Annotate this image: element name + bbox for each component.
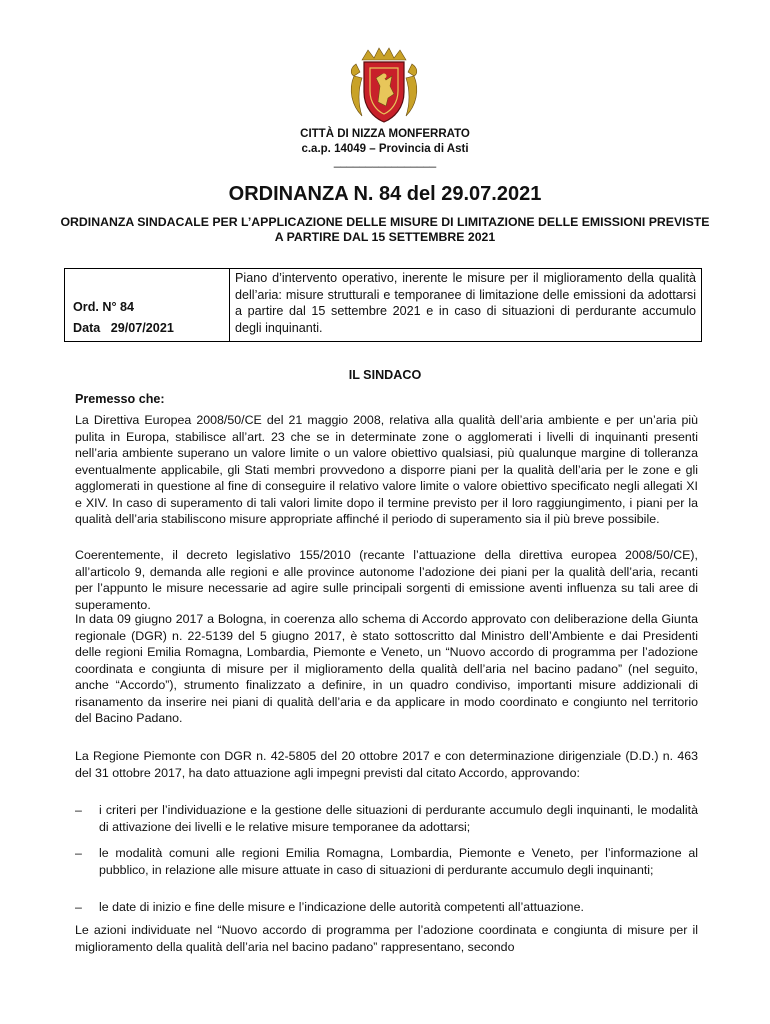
paragraph: La Regione Piemonte con DGR n. 42-5805 del 20 ottobre 2017 e con determinazione dirigenziale (D.D.) n. 463 del 31 ottobre 2017, ha dato attuazione agli impegni previsti dal citato Accordo, approvando: xyxy=(75,749,698,780)
city-name: CITTÀ DI NIZZA MONFERRATO xyxy=(300,128,470,140)
bullet-dash: – xyxy=(75,900,82,914)
section-heading: IL SINDACO xyxy=(348,368,422,382)
postal-province: c.a.p. 14049 – Provincia di Asti xyxy=(301,143,469,155)
premise-heading: Premesso che: xyxy=(75,392,165,406)
list-item xyxy=(75,802,698,835)
list-item-text: i criteri per l’individuazione e la gestione delle situazioni di perdurante accumulo degli inquinanti, le modalità di attivazione dei livelli e le relative misure temporanee da adottarsi; xyxy=(99,803,698,834)
list-item xyxy=(75,845,698,878)
city-crest-logo xyxy=(348,46,420,126)
ordinance-description: Piano d’intervento operativo, inerente le misure per il miglioramento della qualità dell’aria: misure strutturali e temporanee di limitazione delle emissioni da adottarsi a partire dal 15 settembre 2021 e in caso di situazioni di perdurante accumulo degli inquinanti. xyxy=(230,269,702,342)
ordinance-id-cell xyxy=(65,269,230,342)
header-rule: ________________ xyxy=(333,156,437,168)
paragraph: In data 09 giugno 2017 a Bologna, in coerenza allo schema di Accordo approvato con deliberazione della Giunta regionale (DGR) n. 22-5139 del 5 giugno 2017, è stato sottoscritto dal Ministro dell’Ambiente e dai Presidenti delle regioni Emilia Romagna, Lombardia, Piemonte e Veneto, un “Nuovo accordo di programma per l’adozione coordinata e congiunta di misure per il miglioramento della qualità dell’aria nel bacino padano” (nel seguito, anche “Accordo”), strumento finalizzato a definire, in un quadro condiviso, importanti misure addizionali di risanamento da inserire nei piani di qualità dell’aria e da applicare in modo coordinato e congiunto nel territorio del Bacino Padano. xyxy=(75,612,698,725)
ordinance-title: ORDINANZA N. 84 del 29.07.2021 xyxy=(228,183,542,205)
list-item xyxy=(75,899,698,916)
ordinance-subtitle: ORDINANZA SINDACALE PER L’APPLICAZIONE DELLE MISURE DI LIMITAZIONE DELLE EMISSIONI PREVISTE A PARTIRE DAL 15 SETTEMBRE 2021 xyxy=(60,215,710,244)
paragraph: Le azioni individuate nel “Nuovo accordo di programma per l’adozione coordinata e congiunta di misure per il miglioramento della qualità dell’aria nel bacino padano” rappresentano, secondo xyxy=(75,923,698,954)
list-item-text: le modalità comuni alle regioni Emilia Romagna, Lombardia, Piemonte e Veneto, per l’informazione al pubblico, in relazione alle misure attuate in caso di situazioni di perdurante accumulo degli inquinanti; xyxy=(99,846,698,877)
ordinance-date: Data 29/07/2021 xyxy=(73,321,174,335)
paragraph: La Direttiva Europea 2008/50/CE del 21 maggio 2008, relativa alla qualità dell’aria ambiente e per un’aria più pulita in Europa, stabilisce all’art. 23 che se in determinate zone o agglomerati i livelli di inquinanti presenti nell’aria ambiente superano un valore limite o un valore obiettivo qualsiasi, più qualunque margine di tolleranza eventualmente applicabile, gli Stati membri provvedono a disporre piani per la qualità dell’aria per le zone e gli agglomerati in questione al fine di conseguire il relativo valore limite o valore obiettivo specificato negli allegati XI e XIV. In caso di superamento di tali valori limite dopo il termine previsto per il loro raggiungimento, i piani per la qualità dell’aria stabiliscono misure appropriate affinché il periodo di superamento sia il più breve possibile. xyxy=(75,413,698,526)
paragraph: Coerentemente, il decreto legislativo 155/2010 (recante l’attuazione della direttiva europea 2008/50/CE), all’articolo 9, demanda alle regioni e alle province autonome l’adozione dei piani per la qualità dell’aria, recanti per l’appunto le misure necessarie ad agire sulle principali sorgenti di emissione aventi influenza su tali aree di superamento. xyxy=(75,548,698,612)
list-item-text: le date di inizio e fine delle misure e l’indicazione delle autorità competenti all’attuazione. xyxy=(99,900,584,914)
ordinance-summary-box xyxy=(64,268,702,342)
ordinance-number: Ord. N° 84 xyxy=(73,300,135,314)
bullet-dash: – xyxy=(75,846,82,860)
bullet-dash: – xyxy=(75,803,82,817)
